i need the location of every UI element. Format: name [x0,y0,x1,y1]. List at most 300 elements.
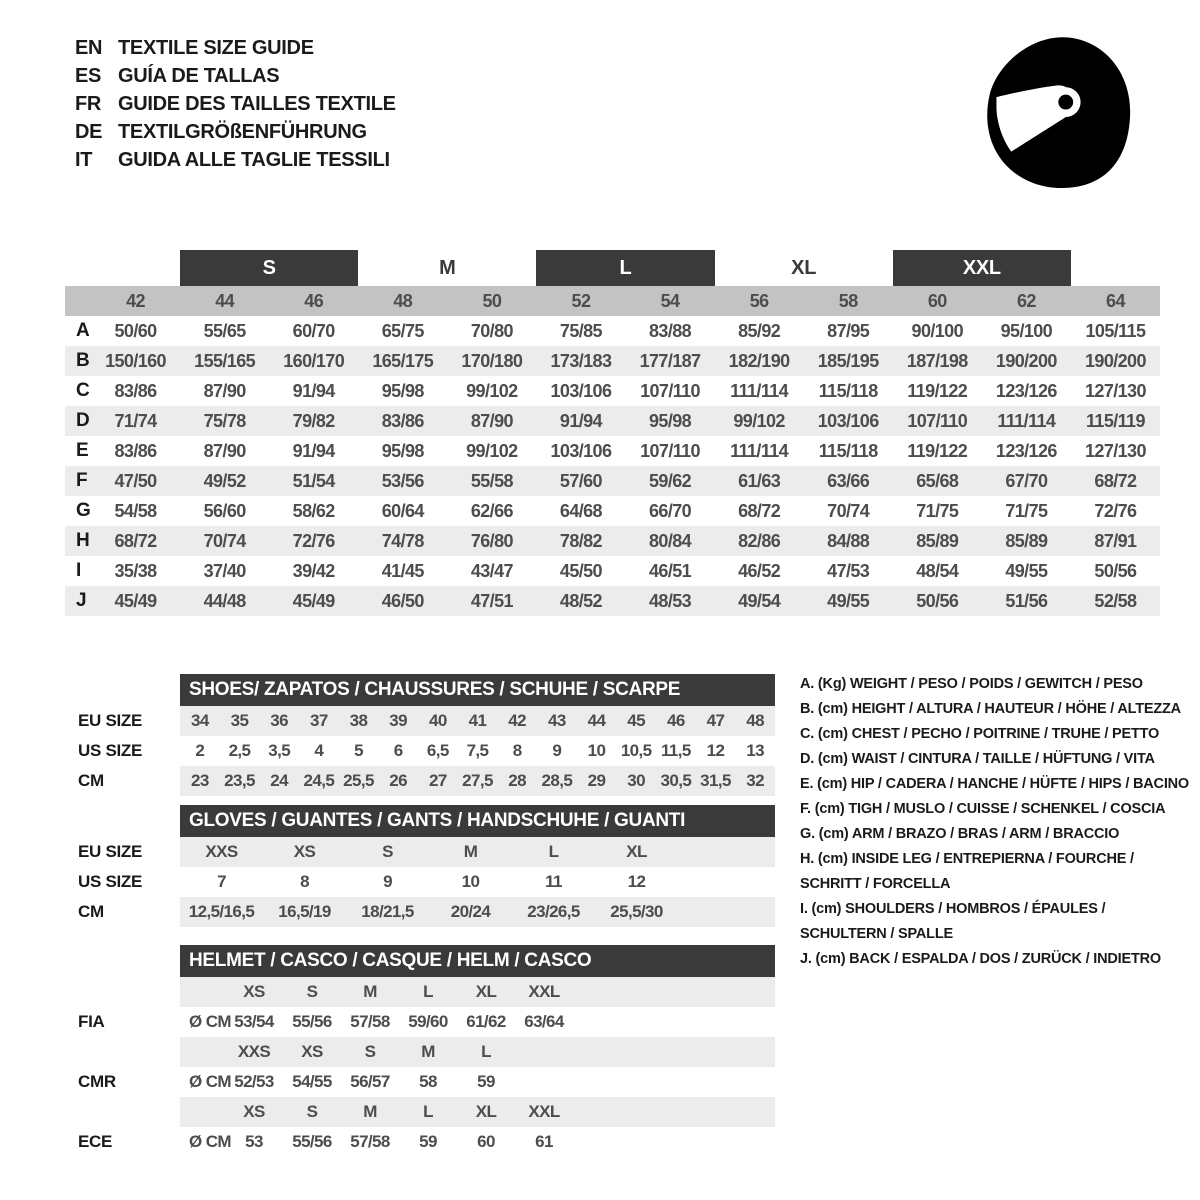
row-label: E [76,440,89,461]
size-value: 41/45 [381,560,424,581]
size-value: 24,5 [303,771,335,790]
legend-item-g: G. (cm) ARM / BRAZO / BRAS / ARM / BRACCIO [800,826,1120,842]
helmet-size-label: XXL [528,982,560,1001]
helmet-size-label: S [364,1042,376,1061]
unit-spacer [180,977,225,1007]
row-label: EU SIZE [78,711,143,730]
racing-helmet-icon [975,28,1140,196]
helmet-size-label: XL [475,982,497,1001]
row-label: CM [78,902,104,921]
size-number-row [65,286,1160,316]
size-value: 95/98 [381,380,424,401]
size-value: 95/100 [1000,320,1053,341]
size-value: 45/50 [559,560,602,581]
size-value: 2 [195,741,205,760]
row-label-spacer [78,1037,180,1067]
helmet-size-label: M [363,1102,377,1121]
size-value: 103/106 [817,410,879,431]
size-value: 13 [746,741,765,760]
size-value: 54/55 [292,1072,332,1091]
size-value: 107/110 [907,410,968,431]
size-value: 71/75 [1005,500,1048,521]
size-value: 45/49 [114,590,157,611]
size-value: 46/50 [381,590,424,611]
size-value: 50/56 [916,590,959,611]
size-value: 25,5/30 [610,902,663,921]
garment-size-table [65,250,1160,616]
size-value: 119/122 [907,380,968,401]
size-value: 50/56 [1094,560,1137,581]
guide-title: GUIDE DES TAILLES TEXTILE [118,92,396,115]
size-value: 87/90 [470,410,513,431]
language-title-line [75,118,396,146]
size-value: 51/56 [1005,590,1048,611]
helmet-size-band [180,977,775,1007]
helmet-size-label: L [423,1102,433,1121]
size-value: 91/94 [292,440,335,461]
language-title-line [75,146,396,174]
legend-item-a: A. (Kg) WEIGHT / PESO / POIDS / GEWITCH / PESO [800,676,1143,692]
size-value: 70/74 [827,500,870,521]
size-value: 63/64 [524,1012,564,1031]
helmet-value-row [78,1067,778,1097]
size-value: 165/175 [372,350,434,371]
size-value: S [382,842,393,861]
size-value: 115/119 [1086,410,1145,431]
language-title-line [75,90,396,118]
size-value: 55/56 [292,1132,332,1151]
size-value: 6 [393,741,403,760]
measurement-row-f [65,466,1160,496]
size-value: 87/95 [827,320,870,341]
size-value: 150/160 [105,350,166,371]
row-label: A [76,320,90,341]
size-value: 177/187 [639,350,701,371]
diameter-unit: Ø CM [189,1072,231,1091]
size-value: 36 [270,711,289,730]
size-value: 8 [512,741,522,760]
size-value: 83/86 [114,380,157,401]
size-value: 91/94 [559,410,602,431]
size-value: 61/62 [466,1012,506,1031]
size-value: 59 [419,1132,437,1151]
measurement-row-j [65,586,1160,616]
helmet-size-label: XS [243,982,265,1001]
row-label: F [76,470,88,491]
row-values [180,867,775,897]
size-number: 52 [571,290,591,311]
size-value: 57/58 [350,1012,390,1031]
size-value: 43 [547,711,566,730]
size-value: 43/47 [470,560,513,581]
size-value: 53/56 [381,470,424,491]
size-value: 62/66 [470,500,513,521]
size-value: 47/53 [827,560,870,581]
size-value: 18/21,5 [361,902,414,921]
measurement-row-b [65,346,1160,376]
size-group-s: S [180,250,358,286]
size-value: 37 [309,711,328,730]
size-value: 46/52 [738,560,781,581]
helmet-size-label: XS [301,1042,323,1061]
size-value: 83/86 [381,410,424,431]
size-value: 47/50 [114,470,157,491]
standard-label: ECE [78,1132,113,1151]
size-value: 123/126 [995,380,1057,401]
helmet-size-label [515,1037,573,1067]
helmet-table-title: HELMET / CASCO / CASQUE / HELM / CASCO [180,945,775,977]
size-value: 16,5/19 [278,902,331,921]
size-value: 34 [190,711,209,730]
size-value: 70/80 [470,320,513,341]
size-value: 68/72 [1094,470,1137,491]
size-value: 83/86 [114,440,157,461]
size-row [78,766,778,796]
row-label: G [76,500,91,521]
size-value: 79/82 [292,410,335,431]
size-value: 8 [300,872,309,891]
size-value: 42 [508,711,527,730]
helmet-values [180,1067,775,1097]
size-value: 53/54 [234,1012,274,1031]
helmet-value-row [78,1007,778,1037]
size-value: 12,5/16,5 [188,902,255,921]
size-value: 68/72 [738,500,781,521]
size-value: 95/98 [381,440,424,461]
size-value: 45 [627,711,646,730]
size-value: 72/76 [1094,500,1137,521]
size-value [515,1067,573,1097]
size-value: 49/55 [827,590,870,611]
language-title-block [75,34,396,174]
size-value: 39/42 [292,560,335,581]
size-value: 2,5 [228,741,251,760]
size-value: 170/180 [461,350,523,371]
size-value: 71/75 [916,500,959,521]
size-value: 58 [419,1072,437,1091]
gloves-size-section [78,805,778,927]
size-number: 56 [749,290,769,311]
size-value: 99/102 [466,380,518,401]
helmet-size-label: S [306,1102,318,1121]
size-value: 24 [270,771,289,790]
size-value: 35/38 [114,560,157,581]
row-label: D [76,410,90,431]
measurement-row-i [65,556,1160,586]
guide-title: GUIDA ALLE TAGLIE TESSILI [118,148,390,171]
size-value: 7 [217,872,226,891]
size-row [78,867,778,897]
row-label-spacer [65,286,91,316]
standard-label: FIA [78,1012,105,1031]
row-label: C [76,380,90,401]
size-value: XL [626,842,647,861]
size-value: 48/52 [559,590,602,611]
legend-item-e: E. (cm) HIP / CADERA / HANCHE / HÜFTE / HIPS / BACINO [800,776,1189,792]
size-value: 111/114 [730,440,789,461]
size-value: 28 [508,771,527,790]
helmet-size-band-row [78,1037,778,1067]
size-value: 23,5 [224,771,255,790]
size-value: 59/62 [649,470,692,491]
size-value: 56/60 [203,500,246,521]
measurement-row-g [65,496,1160,526]
size-value: 61/63 [738,470,781,491]
measurement-row-d [65,406,1160,436]
size-value: 10 [461,872,480,891]
shoes-table-title: SHOES/ ZAPATOS / CHAUSSURES / SCHUHE / SCARPE [180,674,775,706]
size-value: 11 [545,872,562,891]
shoes-table-rows [78,706,778,796]
row-label: J [76,590,86,611]
size-row [78,837,778,867]
size-value: 105/115 [1085,320,1146,341]
size-value: 29 [587,771,606,790]
size-value: 64/68 [559,500,602,521]
size-value: 23 [190,771,209,790]
size-value: 103/106 [550,440,612,461]
standard-label: CMR [78,1072,116,1091]
size-value: 56/57 [350,1072,390,1091]
helmet-size-label: XS [243,1102,265,1121]
size-value: 38 [349,711,368,730]
size-value: M [463,842,478,861]
size-value: 30 [627,771,646,790]
size-value: 127/130 [1085,440,1146,461]
size-value: 46 [666,711,685,730]
legend-item-c: C. (cm) CHEST / PECHO / POITRINE / TRUHE / PETTO [800,726,1160,742]
language-code: DE [75,120,103,143]
size-row [78,736,778,766]
size-value: 107/110 [640,440,700,461]
size-value: 190/200 [995,350,1057,371]
size-value: 49/54 [738,590,781,611]
size-value: 10 [587,741,606,760]
size-value: 107/110 [640,380,700,401]
size-number: 46 [304,290,324,311]
size-value: 25,5 [343,771,374,790]
size-value: 87/91 [1094,530,1137,551]
row-label: I [76,560,81,581]
size-value: 74/78 [381,530,424,551]
size-value: 10,5 [620,741,652,760]
row-values [180,766,775,796]
language-code: EN [75,36,103,59]
helmet-size-section [78,945,778,1157]
row-values [180,897,775,927]
language-code: IT [75,148,93,171]
helmet-size-label: XL [475,1102,497,1121]
size-value: 54/58 [114,500,157,521]
size-value: 52/53 [234,1072,274,1091]
size-value: XS [293,842,316,861]
legend-item-i: I. (cm) SHOULDERS / HOMBROS / ÉPAULES / SCHULTERN / SPALLE [800,901,1106,942]
size-value: 187/198 [906,350,968,371]
size-value: 44 [587,711,606,730]
helmet-values [180,1007,775,1037]
size-value: 99/102 [466,440,518,461]
gloves-table-rows [78,837,778,927]
size-value: 76/80 [470,530,513,551]
size-value: 85/89 [916,530,959,551]
size-number: 44 [215,290,235,311]
size-number: 50 [482,290,502,311]
size-value: 59/60 [408,1012,448,1031]
guide-title: TEXTILGRÖßENFÜHRUNG [118,120,367,143]
size-value: 55/65 [203,320,246,341]
size-value: 31,5 [700,771,731,790]
helmet-size-label: M [421,1042,435,1061]
size-value: 61 [535,1132,553,1151]
size-group-xl: XL [791,256,817,279]
measurement-row-h [65,526,1160,556]
legend-item-j: J. (cm) BACK / ESPALDA / DOS / ZURÜCK / INDIETRO [800,951,1161,967]
row-label: EU SIZE [78,842,143,861]
size-number: 48 [393,290,413,311]
size-value: 70/74 [203,530,246,551]
size-value: 82/86 [738,530,781,551]
size-value: 58/62 [292,500,335,521]
row-values [180,837,775,867]
size-value: 75/78 [203,410,246,431]
row-values [180,736,775,766]
size-value: 85/92 [738,320,781,341]
row-label: H [76,530,90,551]
size-value: 32 [746,771,765,790]
size-value: 3,5 [268,741,291,760]
size-number: 42 [126,290,145,311]
helmet-size-band [180,1097,775,1127]
size-value: 11,5 [660,741,691,760]
size-value: 27,5 [462,771,493,790]
size-value: 39 [389,711,408,730]
size-value: L [548,842,559,861]
size-value: 160/170 [283,350,345,371]
size-value: 5 [354,741,363,760]
size-value: 71/74 [114,410,157,431]
size-value: 52/58 [1094,590,1137,611]
size-value: 65/75 [381,320,424,341]
size-value: 37/40 [203,560,246,581]
size-value: 111/114 [997,410,1056,431]
helmet-table-rows [78,977,778,1157]
size-value: 57/60 [559,470,602,491]
size-value: 4 [314,741,324,760]
size-value: 49/52 [203,470,246,491]
size-value: 48/53 [649,590,692,611]
size-value: 12 [627,872,646,891]
size-value: 119/122 [907,440,968,461]
size-value: 99/102 [733,410,785,431]
size-value: 9 [552,741,562,760]
size-value: 30,5 [660,771,692,790]
measurement-legend [800,672,1190,972]
size-number: 54 [660,290,680,311]
size-value: 51/54 [292,470,335,491]
unit-spacer [180,1037,225,1067]
row-label-spacer [78,1097,180,1127]
row-label-spacer [78,977,180,1007]
size-value: 9 [383,872,392,891]
size-value: 49/55 [1005,560,1048,581]
helmet-size-label: M [363,982,377,1001]
size-value: 85/89 [1005,530,1048,551]
size-value: 115/118 [818,440,878,461]
size-value: 84/88 [827,530,870,551]
helmet-size-band-row [78,1097,778,1127]
language-code: ES [75,64,102,87]
size-value: 20/24 [450,902,491,921]
size-value: 95/98 [649,410,692,431]
size-value: 65/68 [916,470,959,491]
row-label: US SIZE [78,872,143,891]
size-value: 123/126 [995,440,1057,461]
size-value: 55/56 [292,1012,332,1031]
row-label: B [76,350,90,371]
row-values [180,706,775,736]
size-value: 12 [706,741,725,760]
measurement-row-c [65,376,1160,406]
size-value: 6,5 [426,741,449,760]
size-value: 41 [468,711,487,730]
size-value: 26 [389,771,408,790]
size-value: 66/70 [649,500,692,521]
size-number: 60 [927,290,947,311]
size-value: 44/48 [203,590,246,611]
size-value: 182/190 [728,350,790,371]
size-value: 48 [746,711,765,730]
size-value: 103/106 [550,380,612,401]
size-value: XXS [205,842,238,861]
measurement-row-e [65,436,1160,466]
size-group-l: L [536,250,714,286]
size-value: 78/82 [559,530,602,551]
size-value: 28,5 [541,771,573,790]
row-label: CM [78,771,104,790]
unit-spacer [180,1097,225,1127]
legend-item-d: D. (cm) WAIST / CINTURA / TAILLE / HÜFTUNG / VITA [800,751,1155,767]
size-value: 87/90 [203,440,246,461]
size-value: 68/72 [114,530,157,551]
size-value: 60/64 [381,500,424,521]
size-value: 35 [230,711,249,730]
helmet-size-label: L [423,982,433,1001]
size-value: 57/58 [350,1132,390,1151]
size-value: 60/70 [292,320,335,341]
size-value: 87/90 [203,380,246,401]
size-number: 62 [1016,290,1036,311]
diameter-unit: Ø CM [189,1132,231,1151]
size-row [78,706,778,736]
legend-item-h: H. (cm) INSIDE LEG / ENTREPIERNA / FOURCHE / SCHRITT / FORCELLA [800,851,1134,892]
size-value: 27 [428,771,447,790]
size-value: 190/200 [1085,350,1146,371]
size-value: 40 [428,711,447,730]
size-group-m: M [439,256,456,279]
size-value: 155/165 [194,350,256,371]
size-value: 60 [477,1132,495,1151]
helmet-value-row [78,1127,778,1157]
size-value: 46/51 [649,560,692,581]
size-value: 72/76 [292,530,335,551]
helmet-size-label: XXS [237,1042,271,1061]
size-value: 50/60 [114,320,157,341]
size-value: 55/58 [470,470,513,491]
size-value: 115/118 [818,380,878,401]
size-value: 7,5 [466,741,489,760]
size-value: 53 [245,1132,263,1151]
guide-title: GUÍA DE TALLAS [118,64,280,87]
